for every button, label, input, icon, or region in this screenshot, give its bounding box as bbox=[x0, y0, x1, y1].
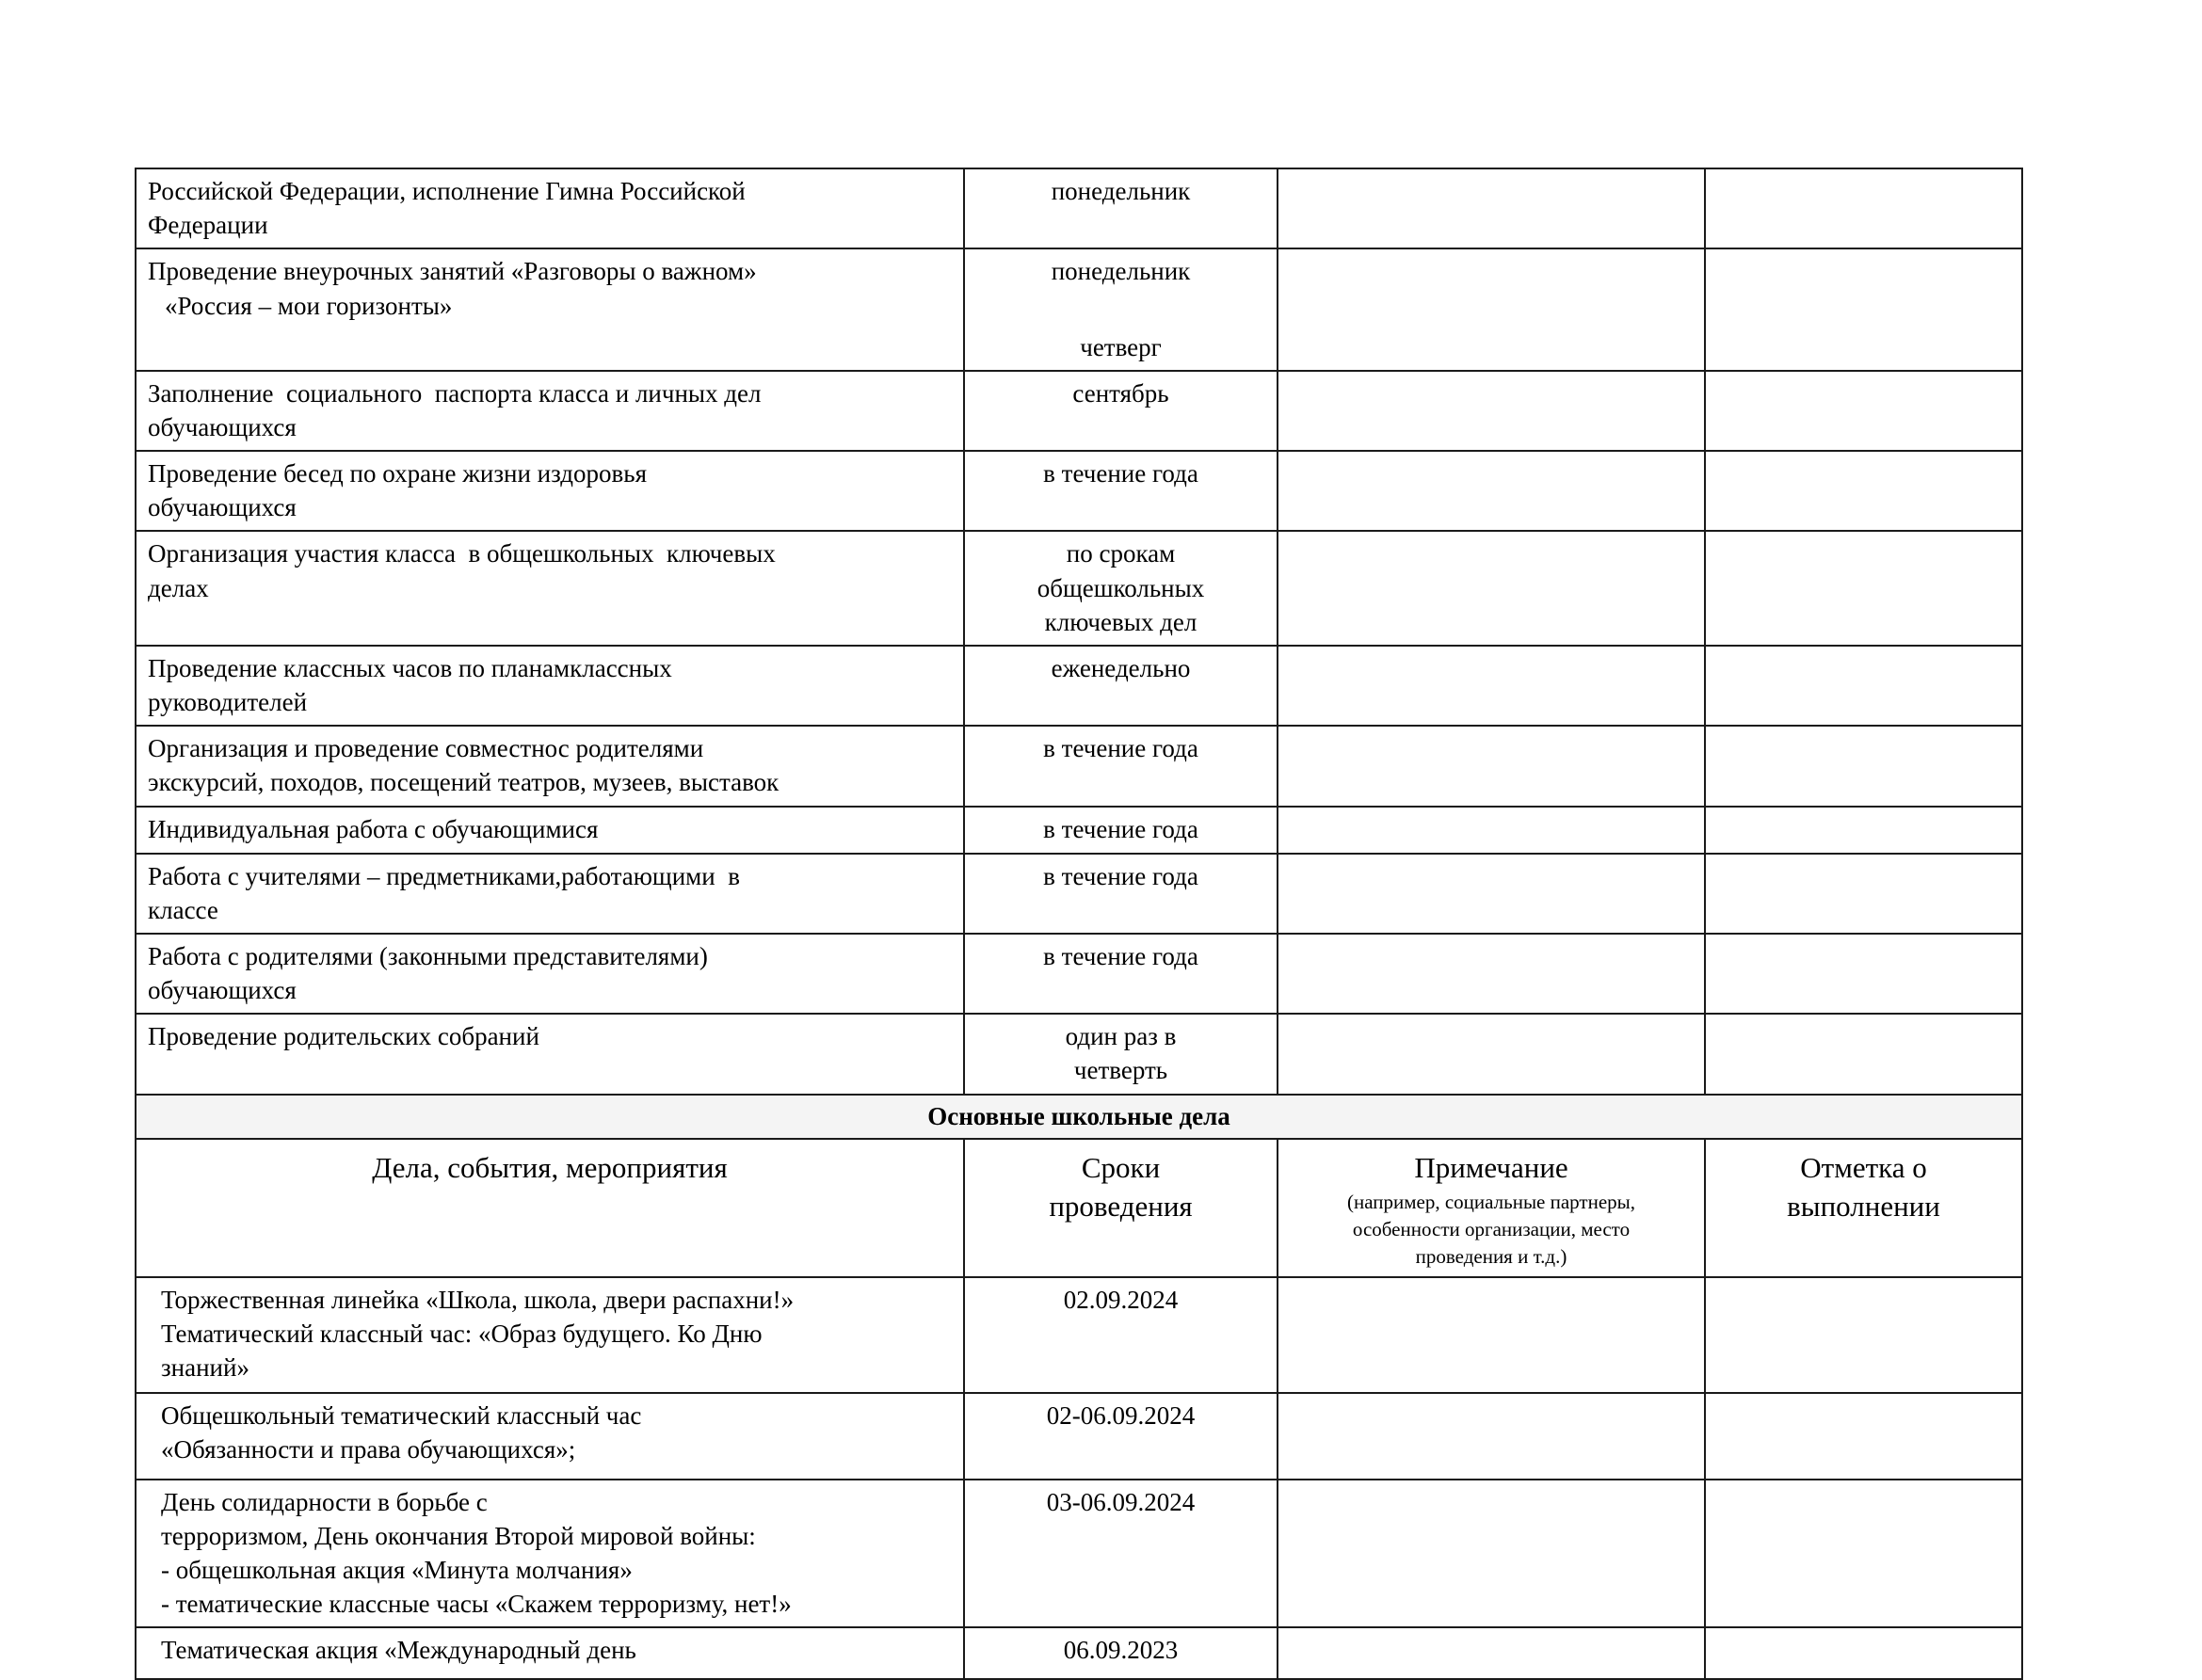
cell-mark[interactable] bbox=[1705, 1480, 2022, 1628]
period-line: 06.09.2023 bbox=[1063, 1636, 1179, 1665]
cell-period bbox=[964, 248, 1278, 370]
cell-period bbox=[964, 531, 1278, 646]
cell-period bbox=[964, 854, 1278, 934]
cell-activity bbox=[136, 1014, 964, 1094]
activity-line: Работа с родителями (законными представителями) bbox=[148, 941, 708, 970]
cell-note[interactable] bbox=[1278, 726, 1705, 806]
cell-activity bbox=[136, 1627, 964, 1679]
column-header-note-label: Примечание bbox=[1414, 1150, 1568, 1184]
cell-activity bbox=[136, 248, 964, 370]
activity-line: Российской Федерации, исполнение Гимна Российской bbox=[148, 177, 746, 205]
cell-activity bbox=[136, 531, 964, 646]
activity-line: День солидарности в борьбе с bbox=[161, 1487, 488, 1516]
cell-note[interactable] bbox=[1278, 854, 1705, 934]
cell-note[interactable] bbox=[1278, 1627, 1705, 1679]
activity-line: - тематические классные часы «Скажем терроризму, нет!» bbox=[161, 1590, 792, 1619]
cell-mark[interactable] bbox=[1705, 1393, 2022, 1480]
section-header-title: Основные школьные дела bbox=[136, 1095, 2022, 1139]
column-header-period-line: Сроки bbox=[1081, 1150, 1161, 1184]
period-line: по срокам bbox=[1066, 539, 1176, 568]
table-row bbox=[136, 934, 2022, 1014]
cell-mark[interactable] bbox=[1705, 531, 2022, 646]
cell-mark[interactable] bbox=[1705, 934, 2022, 1014]
column-header-period bbox=[964, 1139, 1278, 1277]
activity-line: обучающихся bbox=[148, 976, 297, 1005]
cell-period bbox=[964, 646, 1278, 726]
activity-line: экскурсий, походов, посещений театров, музеев, выставок bbox=[148, 768, 780, 797]
cell-period bbox=[964, 371, 1278, 451]
period-line: ключевых дел bbox=[1044, 607, 1197, 636]
column-header-note-hint-line: особенности организации, место bbox=[1352, 1217, 1631, 1240]
cell-mark[interactable] bbox=[1705, 1014, 2022, 1094]
period-line: 02-06.09.2024 bbox=[1046, 1400, 1196, 1430]
cell-activity bbox=[136, 726, 964, 806]
cell-period bbox=[964, 1277, 1278, 1393]
period-line: понедельник bbox=[1051, 257, 1191, 286]
cell-activity bbox=[136, 371, 964, 451]
period-line: в течение года bbox=[1043, 814, 1198, 843]
cell-activity bbox=[136, 168, 964, 248]
activity-line: терроризмом, День окончания Второй мировой войны: bbox=[161, 1521, 756, 1550]
activity-line: делах bbox=[148, 573, 209, 602]
column-header-note bbox=[1278, 1139, 1705, 1277]
column-header-activity bbox=[136, 1139, 964, 1277]
activity-line: - общешкольная акция «Минута молчания» bbox=[161, 1555, 633, 1584]
cell-mark[interactable] bbox=[1705, 168, 2022, 248]
activity-line: обучающихся bbox=[148, 493, 297, 522]
activity-line: «Россия – мои горизонты» bbox=[165, 291, 453, 320]
table-row bbox=[136, 807, 2022, 854]
table-row bbox=[136, 1014, 2022, 1094]
table-row bbox=[136, 248, 2022, 370]
period-line: 02.09.2024 bbox=[1063, 1285, 1179, 1314]
cell-note[interactable] bbox=[1278, 1480, 1705, 1628]
cell-note[interactable] bbox=[1278, 168, 1705, 248]
activity-line: Проведение внеурочных занятий «Разговоры о важном» bbox=[148, 257, 757, 286]
cell-mark[interactable] bbox=[1705, 807, 2022, 854]
activity-line: Тематическая акция «Международный день bbox=[161, 1636, 636, 1665]
cell-period bbox=[964, 1480, 1278, 1628]
activity-line: знаний» bbox=[161, 1352, 249, 1382]
period-line: понедельник bbox=[1051, 177, 1191, 205]
cell-note[interactable] bbox=[1278, 646, 1705, 726]
cell-activity bbox=[136, 934, 964, 1014]
period-line: в течение года bbox=[1043, 861, 1198, 890]
period-line: сентябрь bbox=[1072, 378, 1169, 408]
activity-line: Проведение родительских собраний bbox=[148, 1022, 539, 1051]
table-row bbox=[136, 726, 2022, 806]
cell-mark[interactable] bbox=[1705, 248, 2022, 370]
section-header-row bbox=[136, 1095, 2022, 1139]
activity-line: «Обязанности и права обучающихся»; bbox=[161, 1434, 576, 1464]
column-header-note-hint-line: проведения и т.д.) bbox=[1415, 1245, 1567, 1269]
cell-note[interactable] bbox=[1278, 531, 1705, 646]
cell-note[interactable] bbox=[1278, 1277, 1705, 1393]
cell-activity bbox=[136, 1277, 964, 1393]
activity-line: Тематический классный час: «Образ будущего. Ко Дню bbox=[161, 1319, 763, 1348]
cell-mark[interactable] bbox=[1705, 451, 2022, 531]
table-row bbox=[136, 1393, 2022, 1480]
cell-note[interactable] bbox=[1278, 934, 1705, 1014]
cell-mark[interactable] bbox=[1705, 726, 2022, 806]
cell-mark[interactable] bbox=[1705, 1627, 2022, 1679]
cell-period bbox=[964, 726, 1278, 806]
cell-activity bbox=[136, 807, 964, 854]
activity-line: Проведение классных часов по планамклассных bbox=[148, 653, 672, 682]
cell-mark[interactable] bbox=[1705, 854, 2022, 934]
table-row bbox=[136, 371, 2022, 451]
cell-activity bbox=[136, 646, 964, 726]
table-body bbox=[136, 168, 2022, 1679]
cell-mark[interactable] bbox=[1705, 371, 2022, 451]
activity-line: Индивидуальная работа с обучающимися bbox=[148, 814, 599, 843]
cell-period bbox=[964, 1627, 1278, 1679]
cell-activity bbox=[136, 1393, 964, 1480]
cell-period bbox=[964, 451, 1278, 531]
period-line: еженедельно bbox=[1051, 653, 1191, 682]
table-row bbox=[136, 854, 2022, 934]
educational-plan-table bbox=[135, 168, 2023, 1680]
activity-line: Федерации bbox=[148, 211, 268, 240]
period-line: в течение года bbox=[1043, 459, 1198, 488]
cell-note[interactable] bbox=[1278, 451, 1705, 531]
cell-mark[interactable] bbox=[1705, 646, 2022, 726]
column-header-row bbox=[136, 1139, 2022, 1277]
cell-note[interactable] bbox=[1278, 1393, 1705, 1480]
column-header-mark-line: выполнении bbox=[1787, 1189, 1940, 1223]
table-row bbox=[136, 1277, 2022, 1393]
period-line: четверть bbox=[1073, 1056, 1168, 1085]
cell-period bbox=[964, 807, 1278, 854]
table-row bbox=[136, 1480, 2022, 1628]
table-row bbox=[136, 168, 2022, 248]
activity-line: руководителей bbox=[148, 688, 308, 717]
cell-period bbox=[964, 1014, 1278, 1094]
period-line: 03-06.09.2024 bbox=[1046, 1487, 1196, 1516]
column-header-period-line: проведения bbox=[1049, 1189, 1193, 1223]
activity-line: Работа с учителями – предметниками,работающими в bbox=[148, 861, 740, 890]
activity-line: Организация участия класса в общешкольных ключевых bbox=[148, 539, 776, 568]
activity-line: Торжественная линейка «Школа, школа, двери распахни!» bbox=[161, 1285, 795, 1314]
cell-period bbox=[964, 168, 1278, 248]
cell-note[interactable] bbox=[1278, 371, 1705, 451]
column-header-mark bbox=[1705, 1139, 2022, 1277]
period-line: в течение года bbox=[1043, 734, 1198, 763]
period-line: четверг bbox=[1080, 332, 1162, 361]
column-header-mark-line: Отметка о bbox=[1800, 1150, 1927, 1184]
table-row bbox=[136, 646, 2022, 726]
cell-note[interactable] bbox=[1278, 1014, 1705, 1094]
table-row bbox=[136, 1627, 2022, 1679]
cell-activity bbox=[136, 854, 964, 934]
cell-note[interactable] bbox=[1278, 807, 1705, 854]
table-row bbox=[136, 531, 2022, 646]
activity-line: Общешкольный тематический классный час bbox=[161, 1400, 642, 1430]
period-line: общешкольных bbox=[1037, 573, 1205, 602]
activity-line: классе bbox=[148, 895, 218, 924]
activity-line: Заполнение социального паспорта класса и личных дел bbox=[148, 378, 762, 408]
plan-table-wrapper bbox=[135, 168, 2021, 1680]
cell-period bbox=[964, 934, 1278, 1014]
cell-note[interactable] bbox=[1278, 248, 1705, 370]
period-line: в течение года bbox=[1043, 941, 1198, 970]
table-row bbox=[136, 451, 2022, 531]
activity-line: обучающихся bbox=[148, 412, 297, 441]
cell-mark[interactable] bbox=[1705, 1277, 2022, 1393]
cell-period bbox=[964, 1393, 1278, 1480]
cell-activity bbox=[136, 1480, 964, 1628]
period-line: один раз в bbox=[1065, 1022, 1177, 1051]
activity-line: Организация и проведение совместнос родителями bbox=[148, 734, 704, 763]
column-header-activity-label: Дела, события, мероприятия bbox=[372, 1150, 728, 1184]
column-header-note-hint-line: (например, социальные партнеры, bbox=[1346, 1190, 1636, 1213]
activity-line: Проведение бесед по охране жизни издоровья bbox=[148, 459, 647, 488]
cell-activity bbox=[136, 451, 964, 531]
